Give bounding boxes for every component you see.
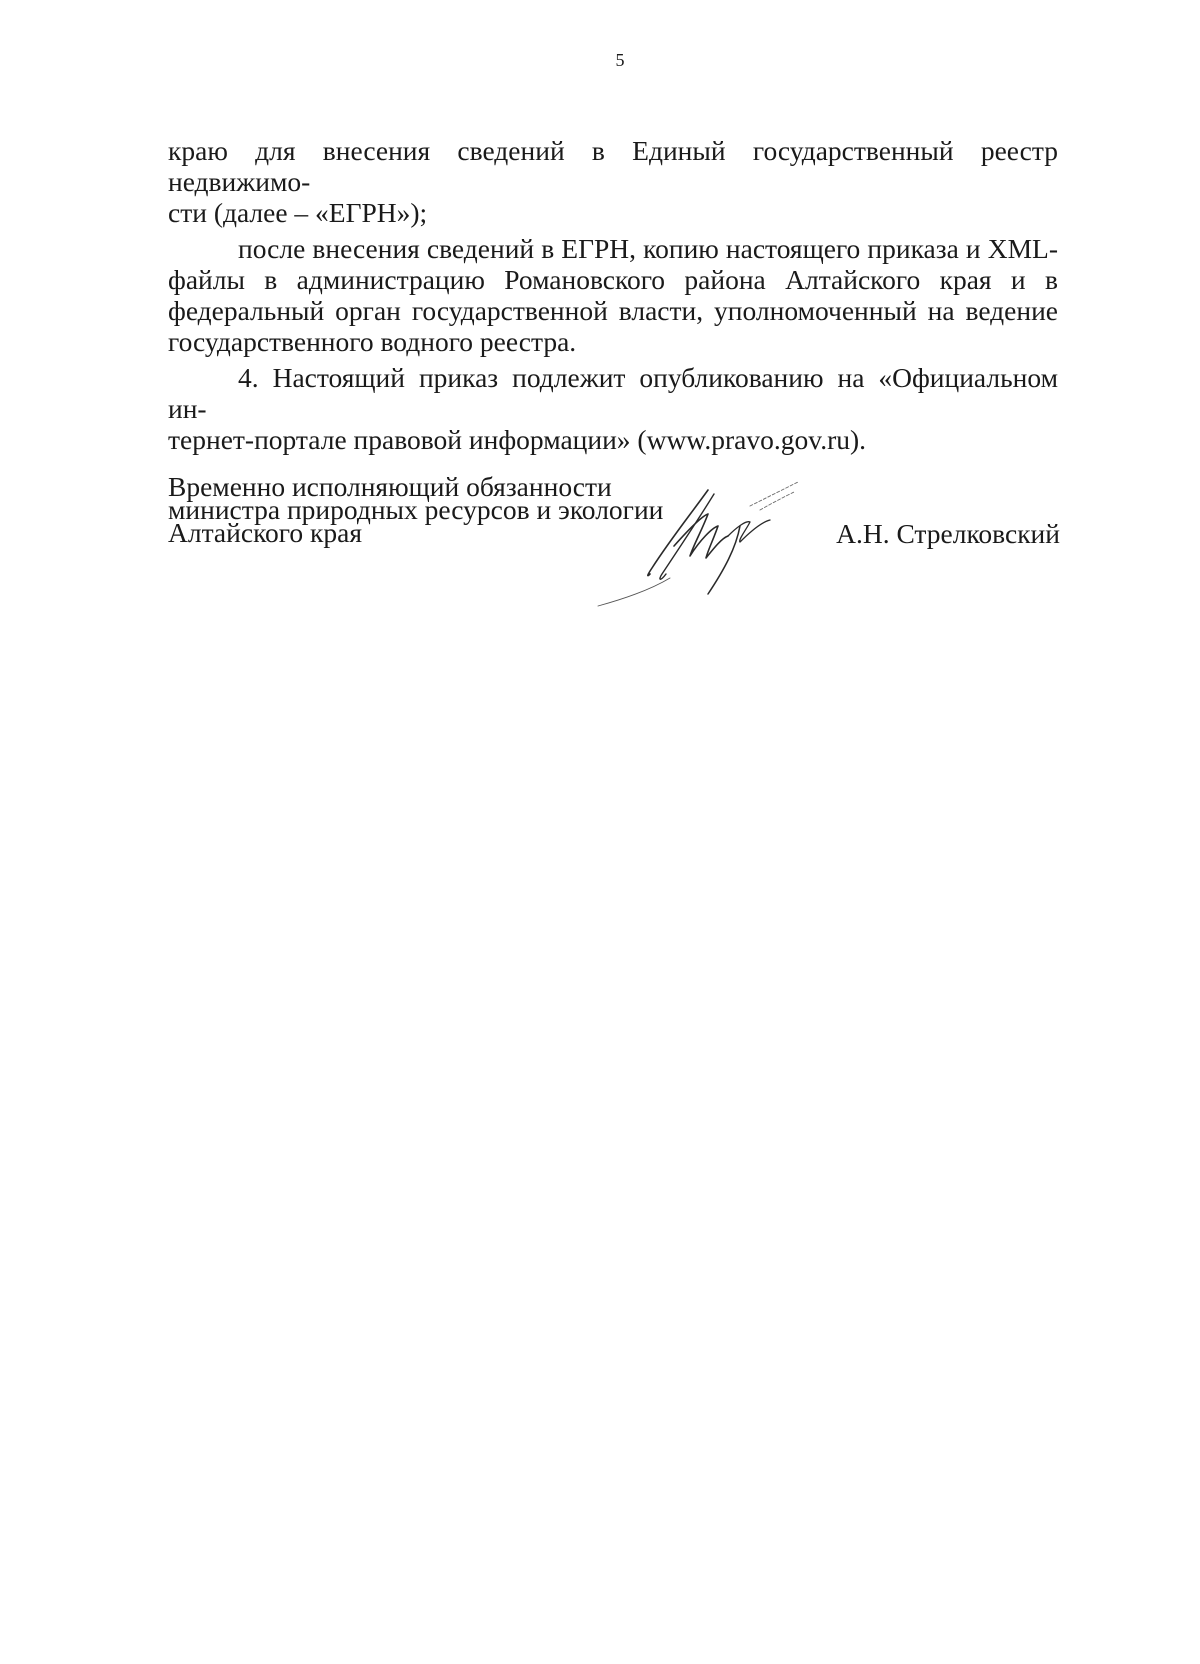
paragraph-3-line-1: 4. Настоящий приказ подлежит опубликованию на «Официальном ин- <box>168 362 1058 424</box>
signatory-position-line-2: министра природных ресурсов и экологии <box>168 494 664 525</box>
signatory-position-line-1: Временно исполняющий обязанности <box>168 471 612 502</box>
paragraph-1-line-2: сти (далее – «ЕГРН»); <box>168 197 428 228</box>
paragraph-3-line-2: тернет-портале правовой информации» (www.pravo.gov.ru). <box>168 424 867 455</box>
page-number: 5 <box>615 50 625 70</box>
signatory-name: А.Н. Стрелковский <box>836 518 1060 549</box>
signatory-position-line-3: Алтайского края <box>168 517 362 548</box>
handwritten-signature <box>590 470 850 610</box>
paragraph-2: после внесения сведений в ЕГРН, копию настоящего приказа и XML-файлы в администрацию Романовского района Алтайского края и в федеральный орган государственной власти, уполномоченный на ведение государственного водного реестра. <box>168 233 1058 357</box>
paragraph-1-line-1: краю для внесения сведений в Единый государственный реестр недвижимо- <box>168 135 1058 197</box>
document-body <box>168 135 1058 455</box>
